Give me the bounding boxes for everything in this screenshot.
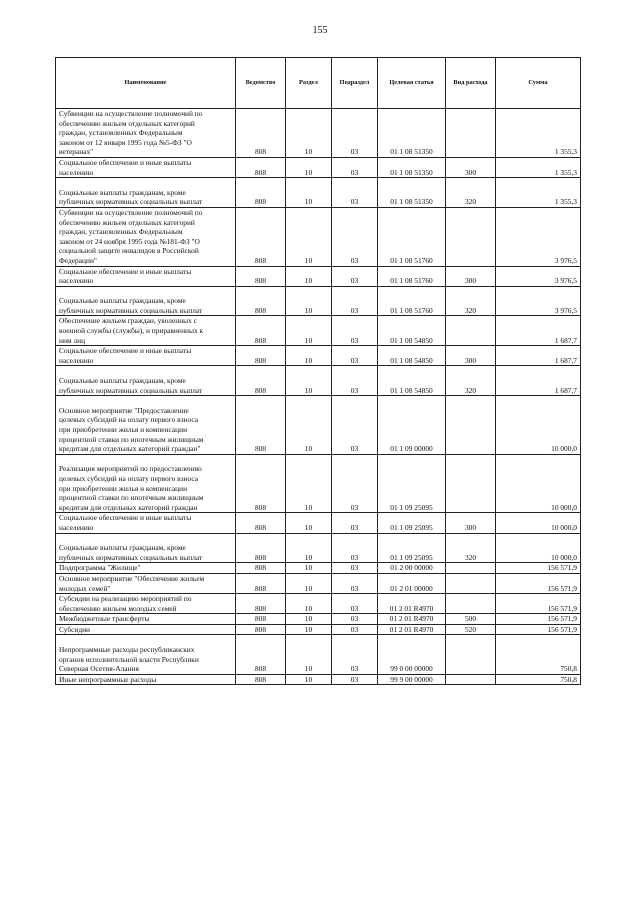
- cell-podrazdel: 03: [332, 286, 378, 316]
- cell-name-line: законом от 12 января 1995 года №5-ФЗ "О: [59, 137, 192, 147]
- cell-name-line: Северная Осетия-Алания: [59, 664, 139, 674]
- cell-summa: 156 571,9: [496, 573, 581, 593]
- cell-summa: 1 355,3: [496, 157, 581, 177]
- cell-vedomstvo: 808: [236, 594, 286, 614]
- cell-summa: 1 687,7: [496, 346, 581, 366]
- cell-razdel: 10: [286, 513, 332, 533]
- cell-vid: 300: [446, 266, 496, 286]
- cell-podrazdel: 03: [332, 563, 378, 574]
- cell-name-line: публичных нормативных социальных выплат: [59, 385, 203, 395]
- cell-vedomstvo: 808: [236, 533, 286, 563]
- cell-name: [56, 674, 236, 685]
- header-name: Наименование: [56, 58, 236, 109]
- cell-name-line: граждан, установленных Федеральным: [59, 128, 183, 138]
- cell-vedomstvo: 808: [236, 674, 286, 685]
- cell-vid: 500: [446, 614, 496, 625]
- cell-vedomstvo: 808: [236, 207, 286, 266]
- cell-vedomstvo: 808: [236, 396, 286, 455]
- cell-name: [56, 573, 236, 593]
- table-row: [56, 396, 581, 455]
- cell-summa: 156 571,9: [496, 594, 581, 614]
- table-row: [56, 178, 581, 208]
- cell-name-line: Обеспечение жильем граждан, уволенных с: [59, 316, 197, 326]
- cell-vedomstvo: 808: [236, 346, 286, 366]
- cell-vid: 520: [446, 624, 496, 635]
- cell-celevaya: 01 2 01 00000: [378, 573, 446, 593]
- cell-summa: 3 976,5: [496, 266, 581, 286]
- cell-name-line: публичных нормативных социальных выплат: [59, 197, 203, 207]
- cell-name-line: Субвенции на осуществление полномочий по: [59, 207, 203, 217]
- cell-summa: 10 000,0: [496, 396, 581, 455]
- cell-name-line: [59, 534, 233, 544]
- cell-razdel: 10: [286, 454, 332, 513]
- cell-name-line: Подпрограмма "Жилище": [59, 563, 141, 573]
- cell-celevaya: 01 1 09 00000: [378, 396, 446, 455]
- table-row: [56, 266, 581, 286]
- cell-summa: 1 355,3: [496, 109, 581, 158]
- cell-summa: 156 571,9: [496, 614, 581, 625]
- cell-vid: [446, 396, 496, 455]
- cell-razdel: 10: [286, 635, 332, 674]
- cell-razdel: 10: [286, 614, 332, 625]
- cell-name: [56, 533, 236, 563]
- cell-vid: [446, 316, 496, 346]
- cell-summa: 10 000,0: [496, 513, 581, 533]
- cell-vid: 300: [446, 346, 496, 366]
- table-row: [56, 454, 581, 513]
- cell-celevaya: 01 1 08 51350: [378, 157, 446, 177]
- cell-vedomstvo: 808: [236, 563, 286, 574]
- cell-celevaya: 01 1 09 25095: [378, 454, 446, 513]
- cell-name-line: Основное мероприятие "Предоставление: [59, 405, 189, 415]
- cell-vedomstvo: 808: [236, 366, 286, 396]
- cell-vid: [446, 674, 496, 685]
- cell-celevaya: 01 1 08 51760: [378, 207, 446, 266]
- cell-celevaya: 99 0 00 00000: [378, 635, 446, 674]
- cell-razdel: 10: [286, 624, 332, 635]
- table-header-row: [56, 58, 581, 109]
- cell-name-line: законом от 24 ноября 1995 года №181-ФЗ "О: [59, 236, 200, 246]
- cell-name-line: при приобретении жилья и компенсации: [59, 483, 188, 493]
- cell-name: [56, 635, 236, 674]
- cell-celevaya: 01 2 01 R4970: [378, 594, 446, 614]
- cell-name-line: Социальное обеспечение и иные выплаты: [59, 157, 192, 167]
- cell-name: [56, 563, 236, 574]
- cell-vedomstvo: 808: [236, 178, 286, 208]
- cell-name-line: Социальное обеспечение и иные выплаты: [59, 346, 192, 356]
- cell-razdel: 10: [286, 109, 332, 158]
- cell-name-line: органов исполнительной власти Республики: [59, 654, 199, 664]
- cell-celevaya: 01 1 08 51760: [378, 266, 446, 286]
- cell-name-line: военной службы (службы), и приравненных к: [59, 326, 204, 336]
- cell-name-line: населению: [59, 276, 94, 286]
- cell-celevaya: 99 9 00 00000: [378, 674, 446, 685]
- cell-name: [56, 454, 236, 513]
- cell-celevaya: 01 1 08 54850: [378, 366, 446, 396]
- cell-vid: [446, 454, 496, 513]
- cell-name-line: социальной защите инвалидов в Российской: [59, 246, 199, 256]
- cell-name-line: публичных нормативных социальных выплат: [59, 305, 203, 315]
- cell-name-line: Субвенции на осуществление полномочий по: [59, 109, 203, 118]
- cell-podrazdel: 03: [332, 109, 378, 158]
- cell-vid: [446, 563, 496, 574]
- table-body: [56, 109, 581, 685]
- cell-name-line: Иные непрограммные расходы: [59, 674, 157, 684]
- cell-summa: 10 000,0: [496, 454, 581, 513]
- table-row: [56, 533, 581, 563]
- table-row: [56, 614, 581, 625]
- cell-celevaya: 01 2 00 00000: [378, 563, 446, 574]
- cell-name-line: Субсидии на реализацию мероприятий по: [59, 594, 192, 604]
- table-row: [56, 109, 581, 158]
- cell-name-line: Реализация мероприятий по предоставлению: [59, 464, 202, 474]
- cell-summa: 1 687,7: [496, 366, 581, 396]
- cell-name-line: обеспечению жильем отдельных категорий: [59, 118, 195, 128]
- table-row: [56, 674, 581, 685]
- cell-name: [56, 157, 236, 177]
- cell-podrazdel: 03: [332, 513, 378, 533]
- cell-podrazdel: 03: [332, 594, 378, 614]
- cell-name-line: [59, 455, 233, 465]
- header-razdel: Раздел: [286, 58, 332, 109]
- cell-name: [56, 614, 236, 625]
- cell-summa: 750,8: [496, 635, 581, 674]
- cell-celevaya: 01 1 08 54850: [378, 316, 446, 346]
- cell-podrazdel: 03: [332, 346, 378, 366]
- cell-name-line: Субсидии: [59, 624, 91, 634]
- cell-name-line: граждан, установленных Федеральным: [59, 227, 183, 237]
- cell-name-line: обеспечению жильем отдельных категорий: [59, 217, 195, 227]
- cell-vid: 320: [446, 286, 496, 316]
- table-row: [56, 573, 581, 593]
- cell-summa: 3 976,5: [496, 286, 581, 316]
- cell-summa: 156 571,9: [496, 563, 581, 574]
- cell-celevaya: 01 1 08 51350: [378, 178, 446, 208]
- cell-podrazdel: 03: [332, 207, 378, 266]
- cell-podrazdel: 03: [332, 178, 378, 208]
- header-vedomstvo: Ведомство: [236, 58, 286, 109]
- cell-name: [56, 513, 236, 533]
- cell-celevaya: 01 1 08 54850: [378, 346, 446, 366]
- cell-name-line: Основное мероприятие "Обеспечение жильем: [59, 573, 205, 583]
- cell-name-line: Социальные выплаты гражданам, кроме: [59, 296, 186, 306]
- table-row: [56, 635, 581, 674]
- cell-vid: 300: [446, 513, 496, 533]
- cell-name-line: [59, 635, 233, 645]
- cell-vid: 320: [446, 366, 496, 396]
- cell-name-line: при приобретении жилья и компенсации: [59, 425, 188, 434]
- cell-name: [56, 316, 236, 346]
- cell-razdel: 10: [286, 286, 332, 316]
- cell-podrazdel: 03: [332, 316, 378, 346]
- cell-razdel: 10: [286, 563, 332, 574]
- cell-celevaya: 01 2 01 R4970: [378, 614, 446, 625]
- cell-razdel: 10: [286, 396, 332, 455]
- cell-name-line: кредитам для отдельных категорий граждан": [59, 444, 201, 454]
- cell-razdel: 10: [286, 157, 332, 177]
- cell-razdel: 10: [286, 266, 332, 286]
- header-celevaya: Целевая статья: [378, 58, 446, 109]
- table-row: [56, 207, 581, 266]
- cell-name-line: Социальное обеспечение и иные выплаты: [59, 513, 192, 523]
- cell-name-line: публичных нормативных социальных выплат: [59, 552, 203, 562]
- cell-razdel: 10: [286, 316, 332, 346]
- cell-name: [56, 346, 236, 366]
- cell-name: [56, 594, 236, 614]
- cell-razdel: 10: [286, 594, 332, 614]
- header-vid: Вид расхода: [446, 58, 496, 109]
- cell-vedomstvo: 808: [236, 286, 286, 316]
- cell-podrazdel: 03: [332, 454, 378, 513]
- cell-name-line: целевых субсидий на оплату первого взноса: [59, 415, 199, 425]
- cell-name-line: [59, 287, 233, 297]
- cell-razdel: 10: [286, 207, 332, 266]
- cell-celevaya: 01 1 09 25095: [378, 533, 446, 563]
- cell-vedomstvo: 808: [236, 513, 286, 533]
- cell-podrazdel: 03: [332, 366, 378, 396]
- cell-summa: 1 687,7: [496, 316, 581, 346]
- cell-name-line: Социальные выплаты гражданам, кроме: [59, 376, 186, 386]
- cell-podrazdel: 03: [332, 573, 378, 593]
- cell-celevaya: 01 1 08 51760: [378, 286, 446, 316]
- cell-name: [56, 109, 236, 158]
- cell-celevaya: 01 2 01 R4970: [378, 624, 446, 635]
- cell-vedomstvo: 808: [236, 614, 286, 625]
- table-row: [56, 346, 581, 366]
- cell-summa: 3 976,5: [496, 207, 581, 266]
- cell-name-line: [59, 178, 233, 188]
- cell-vedomstvo: 808: [236, 266, 286, 286]
- table-row: [56, 563, 581, 574]
- cell-name-line: кредитам для отдельных категорий граждан: [59, 502, 198, 512]
- cell-name-line: Социальные выплаты гражданам, кроме: [59, 187, 186, 197]
- cell-name-line: [59, 366, 233, 376]
- cell-vid: 320: [446, 533, 496, 563]
- cell-name-line: Социальные выплаты гражданам, кроме: [59, 543, 186, 553]
- table-row: [56, 286, 581, 316]
- cell-vedomstvo: 808: [236, 109, 286, 158]
- cell-name-line: ним лиц: [59, 335, 86, 345]
- cell-vid: [446, 109, 496, 158]
- cell-razdel: 10: [286, 573, 332, 593]
- cell-name-line: ветеранах": [59, 147, 94, 157]
- table-row: [56, 157, 581, 177]
- cell-razdel: 10: [286, 346, 332, 366]
- cell-podrazdel: 03: [332, 624, 378, 635]
- cell-vid: [446, 573, 496, 593]
- cell-razdel: 10: [286, 674, 332, 685]
- cell-vedomstvo: 808: [236, 635, 286, 674]
- cell-name-line: обеспечению жильем молодых семей: [59, 603, 177, 613]
- table-row: [56, 316, 581, 346]
- cell-name: [56, 286, 236, 316]
- cell-vedomstvo: 808: [236, 157, 286, 177]
- cell-name: [56, 366, 236, 396]
- cell-name-line: Межбюджетные трансферты: [59, 614, 150, 624]
- cell-summa: 10 000,0: [496, 533, 581, 563]
- cell-summa: 750,8: [496, 674, 581, 685]
- cell-name: [56, 207, 236, 266]
- cell-podrazdel: 03: [332, 396, 378, 455]
- cell-podrazdel: 03: [332, 533, 378, 563]
- cell-name-line: процентной ставки по ипотечным жилищным: [59, 493, 204, 503]
- cell-name: [56, 266, 236, 286]
- cell-name-line: населению: [59, 167, 94, 177]
- cell-vedomstvo: 808: [236, 316, 286, 346]
- cell-name: [56, 624, 236, 635]
- cell-name: [56, 178, 236, 208]
- table-row: [56, 366, 581, 396]
- cell-vedomstvo: 808: [236, 454, 286, 513]
- cell-vedomstvo: 808: [236, 624, 286, 635]
- cell-name-line: Социальное обеспечение и иные выплаты: [59, 266, 192, 276]
- cell-vid: [446, 635, 496, 674]
- page-number: 155: [312, 25, 328, 36]
- cell-name-line: [59, 396, 233, 406]
- cell-name-line: Непрограммные расходы республиканских: [59, 645, 195, 655]
- cell-vid: [446, 207, 496, 266]
- cell-vid: 300: [446, 157, 496, 177]
- header-podrazdel: Подраздел: [332, 58, 378, 109]
- table-row: [56, 594, 581, 614]
- cell-name-line: процентной ставки по ипотечным жилищным: [59, 434, 204, 444]
- cell-summa: 156 571,9: [496, 624, 581, 635]
- budget-table: [55, 57, 581, 685]
- cell-celevaya: 01 1 08 51350: [378, 109, 446, 158]
- cell-vid: 320: [446, 178, 496, 208]
- cell-razdel: 10: [286, 178, 332, 208]
- cell-celevaya: 01 1 09 25095: [378, 513, 446, 533]
- cell-name-line: Федерации": [59, 255, 97, 265]
- cell-summa: 1 355,3: [496, 178, 581, 208]
- cell-name-line: целевых субсидий на оплату первого взноса: [59, 473, 199, 483]
- cell-podrazdel: 03: [332, 635, 378, 674]
- cell-name: [56, 396, 236, 455]
- header-summa: Сумма: [496, 58, 581, 109]
- cell-name-line: населению: [59, 355, 94, 365]
- cell-podrazdel: 03: [332, 157, 378, 177]
- table-row: [56, 513, 581, 533]
- cell-name-line: населению: [59, 522, 94, 532]
- cell-vedomstvo: 808: [236, 573, 286, 593]
- cell-razdel: 10: [286, 533, 332, 563]
- table-row: [56, 624, 581, 635]
- cell-razdel: 10: [286, 366, 332, 396]
- cell-name-line: молодых семей": [59, 583, 111, 593]
- cell-podrazdel: 03: [332, 266, 378, 286]
- cell-podrazdel: 03: [332, 674, 378, 685]
- cell-podrazdel: 03: [332, 614, 378, 625]
- cell-vid: [446, 594, 496, 614]
